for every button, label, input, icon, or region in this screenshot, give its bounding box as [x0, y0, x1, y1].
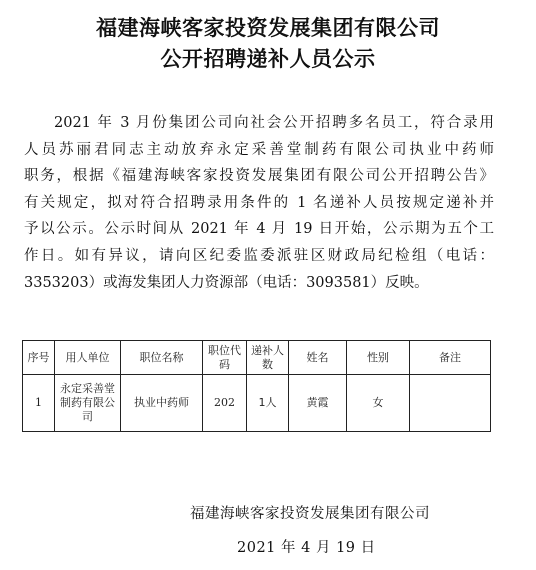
body-line: 职务，根据《福建海峡客家投资发展集团有限公司公开招聘公告》: [24, 168, 494, 185]
header-cell-count: 递补人数: [247, 341, 289, 375]
cell-count: 1人: [247, 375, 289, 432]
header-cell-index: 序号: [23, 341, 55, 375]
recruitment-table: [22, 340, 491, 432]
document-subtitle: 公开招聘递补人员公示: [160, 47, 376, 71]
header-cell-remarks: 备注: [410, 341, 491, 375]
body-line: 作日。如有异议，请向区纪委监委派驻区财政局纪检组（电话：: [24, 247, 494, 264]
header-cell-employer: 用人单位: [55, 341, 121, 375]
table-row: [23, 375, 491, 432]
notice-body: [24, 110, 494, 296]
body-line: 人员苏丽君同志主动放弃永定采善堂制药有限公司执业中药师: [24, 141, 494, 158]
cell-name: 黄霞: [289, 375, 347, 432]
header-cell-name: 姓名: [289, 341, 347, 375]
cell-gender: 女: [347, 375, 410, 432]
cell-index: 1: [23, 375, 55, 432]
body-line: 予以公示。公示时间从 2021 年 4 月 19 日开始，公示期为五个工: [24, 221, 494, 238]
cell-code: 202: [203, 375, 247, 432]
header-cell-position: 职位名称: [121, 341, 203, 375]
body-line: 2021 年 3 月份集团公司向社会公开招聘多名员工，符合录用: [54, 115, 494, 131]
cell-remarks: [410, 375, 491, 432]
signature-organization: 福建海峡客家投资发展集团有限公司: [190, 506, 430, 522]
document-title: 福建海峡客家投资发展集团有限公司: [96, 16, 440, 40]
body-line: 3353203）或海发集团人力资源部（电话：3093581）反映。: [24, 274, 429, 291]
cell-employer: 永定采善堂制药有限公司: [55, 375, 121, 432]
header-cell-gender: 性别: [347, 341, 410, 375]
body-line: 有关规定，拟对符合招聘录用条件的 1 名递补人员按规定递补并: [24, 194, 494, 211]
signature-date: 2021 年 4 月 19 日: [237, 540, 376, 556]
header-cell-code: 职位代码: [203, 341, 247, 375]
table-header-row: [23, 341, 491, 375]
cell-position: 执业中药师: [121, 375, 203, 432]
